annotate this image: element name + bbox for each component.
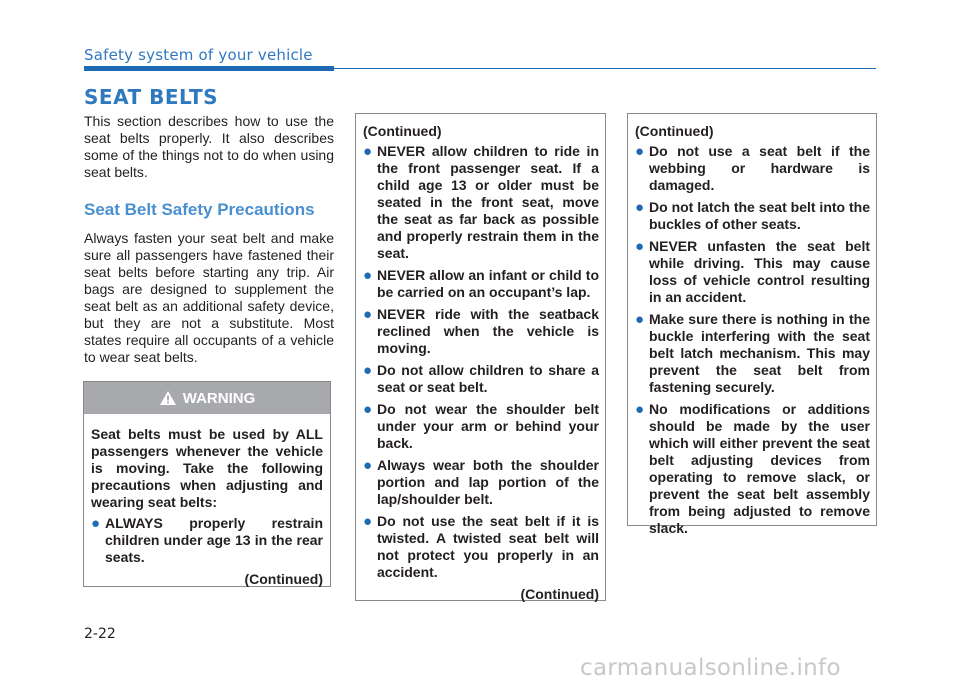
list-item: ● NEVER allow an infant or child to be carried on an occupant’s lap. [363, 267, 599, 300]
list-item: ● NEVER ride with the seatback reclined when the vehicle is moving. [363, 306, 599, 356]
warning-label: WARNING [182, 389, 256, 407]
watermark-text: carmanualsonline.info [580, 655, 841, 681]
continued-box-2 [627, 113, 877, 536]
header-bar [84, 66, 334, 71]
continued-label: (Continued) [520, 586, 599, 602]
list-item: ● Always wear both the shoulder portion and lap portion of the lap/shoulder belt. [363, 457, 599, 507]
warning-body [84, 414, 330, 588]
bullet-dot-icon: ● [363, 143, 373, 160]
page-number: 2-22 [84, 626, 116, 642]
list-item: ● Make sure there is nothing in the buckle interfering with the seat belt latch mechanism. This may prevent the seat belt from fastening securely. [635, 311, 870, 395]
list-item: ● No modifications or additions should be made by the user which will either prevent the seat belt adjusting devices from operating to remove slack, or prevent the seat belt assembly from being adjusted to remove slack. [635, 401, 870, 536]
list-item: ● Do not wear the shoulder belt under your arm or behind your back. [363, 401, 599, 451]
list-item: ● Do not use the seat belt if it is twisted. A twisted seat belt will not protect you properly in an accident. [363, 513, 599, 580]
precautions-paragraph: Always fasten your seat belt and make sure all passengers have fastened their seat belts before starting any trip. Air bags are designed to supplement the seat belt as an additional safety device, but they are not a substitute. Most states require all occupants of a vehicle to wear seat belts. [84, 230, 334, 365]
warning-triangle-icon [159, 390, 177, 406]
page-title: SEAT BELTS [84, 85, 218, 109]
bullet-dot-icon: ● [91, 515, 101, 532]
warning-bullet-list [91, 515, 323, 566]
bullet-list [635, 143, 870, 537]
bullet-dot-icon: ● [635, 311, 645, 328]
list-item: ● NEVER unfasten the seat belt while driving. This may cause loss of vehicle control resulting in an accident. [635, 238, 870, 305]
section-header: Safety system of your vehicle [84, 46, 313, 64]
list-item: ● Do not latch the seat belt into the buckles of other seats. [635, 199, 870, 232]
precautions-heading: Seat Belt Safety Precautions [84, 200, 315, 219]
continued-label: (Continued) [244, 571, 323, 587]
header-rule [334, 68, 876, 69]
list-item: ● Do not allow children to share a seat or seat belt. [363, 362, 599, 395]
bullet-list [363, 143, 599, 581]
list-item: ● ALWAYS properly restrain children under age 13 in the rear seats. [91, 515, 323, 565]
warning-header [84, 382, 330, 414]
list-item: ● NEVER allow children to ride in the front passenger seat. If a child age 13 or older must be seated in the front seat, move the seat as far back as possible and properly restrain them in the seat. [363, 143, 599, 261]
bullet-dot-icon: ● [363, 457, 373, 474]
bullet-dot-icon: ● [363, 362, 373, 379]
bullet-dot-icon: ● [363, 267, 373, 284]
bullet-dot-icon: ● [635, 401, 645, 418]
bullet-dot-icon: ● [635, 199, 645, 216]
continued-label: (Continued) [635, 123, 714, 139]
warning-box [83, 381, 331, 587]
bullet-dot-icon: ● [363, 513, 373, 530]
continued-label: (Continued) [363, 123, 442, 139]
bullet-dot-icon: ● [635, 143, 645, 160]
bullet-dot-icon: ● [635, 238, 645, 255]
intro-paragraph: This section describes how to use the seat belts properly. It also describes some of the things not to do when using seat belts. [84, 113, 334, 180]
continued-box-1 [355, 113, 606, 601]
bullet-dot-icon: ● [363, 306, 373, 323]
list-item: ● Do not use a seat belt if the webbing or hardware is damaged. [635, 143, 870, 193]
warning-lead: Seat belts must be used by ALL passengers whenever the vehicle is moving. Take the following precautions when adjusting and wearing seat belts: [91, 426, 323, 510]
bullet-dot-icon: ● [363, 401, 373, 418]
